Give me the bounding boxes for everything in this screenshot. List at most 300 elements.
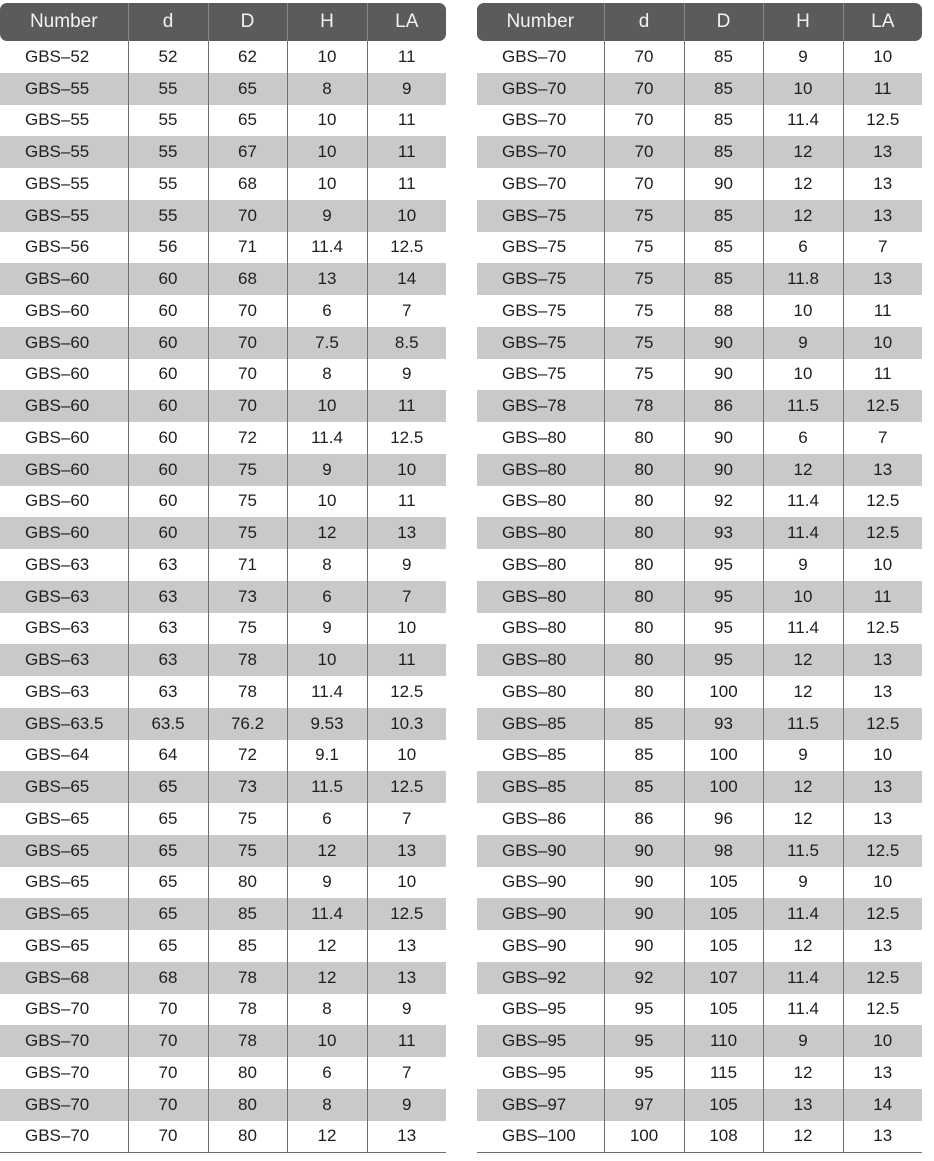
cell-d-inner: 64 [128, 740, 208, 772]
cell-h: 6 [287, 295, 367, 327]
cell-d-outer: 105 [684, 898, 763, 930]
cell-d-inner: 75 [604, 232, 684, 264]
cell-h: 12 [763, 644, 843, 676]
cell-la: 13 [367, 517, 446, 549]
cell-d-outer: 78 [208, 962, 287, 994]
cell-number: GBS–55 [25, 110, 90, 130]
table-row [0, 168, 446, 200]
table-row [0, 676, 446, 708]
cell-h: 10 [287, 136, 367, 168]
cell-d-inner: 65 [128, 803, 208, 835]
cell-d-outer: 90 [684, 422, 763, 454]
cell-number: GBS–86 [502, 808, 567, 828]
cell-h: 12 [763, 803, 843, 835]
table-row [0, 962, 446, 994]
header-d-inner: d [604, 3, 684, 41]
table-row [0, 930, 446, 962]
cell-d-inner: 90 [604, 930, 684, 962]
cell-h: 9 [763, 867, 843, 899]
cell-d-inner: 70 [604, 41, 684, 73]
cell-d-inner: 60 [128, 327, 208, 359]
cell-d-outer: 78 [208, 676, 287, 708]
cell-h: 6 [763, 422, 843, 454]
cell-d-inner: 70 [128, 1025, 208, 1057]
cell-number: GBS–52 [25, 46, 90, 66]
cell-la: 11 [367, 1025, 446, 1057]
cell-d-inner: 60 [128, 422, 208, 454]
cell-d-inner: 63 [128, 644, 208, 676]
cell-d-inner: 55 [128, 200, 208, 232]
cell-h: 6 [287, 581, 367, 613]
cell-h: 12 [763, 1121, 843, 1153]
cell-h: 11.5 [763, 708, 843, 740]
cell-h: 8 [287, 73, 367, 105]
cell-d-inner: 63 [128, 613, 208, 645]
table-header [0, 3, 446, 41]
cell-number: GBS–85 [502, 745, 567, 765]
cell-d-outer: 72 [208, 422, 287, 454]
table-row [477, 168, 922, 200]
cell-h: 8 [287, 359, 367, 391]
table-row [477, 422, 922, 454]
cell-d-outer: 107 [684, 962, 763, 994]
cell-la: 7 [843, 422, 922, 454]
cell-d-inner: 95 [604, 1025, 684, 1057]
cell-d-inner: 95 [604, 1057, 684, 1089]
cell-la: 11 [367, 41, 446, 73]
cell-number: GBS–70 [0, 1025, 128, 1057]
cell-h: 13 [287, 263, 367, 295]
cell-d-inner: 70 [604, 73, 684, 105]
cell-d-outer: 90 [684, 168, 763, 200]
cell-la: 9 [367, 1089, 446, 1121]
cell-h: 11.4 [287, 676, 367, 708]
cell-d-inner: 56 [128, 232, 208, 264]
cell-la: 10 [367, 200, 446, 232]
cell-la: 14 [843, 1089, 922, 1121]
cell-h: 10 [763, 295, 843, 327]
table-row [0, 200, 446, 232]
cell-la: 10 [843, 327, 922, 359]
cell-h: 10 [763, 73, 843, 105]
cell-number: GBS–95 [477, 1025, 604, 1057]
cell-la: 12.5 [843, 835, 922, 867]
header-d-inner: d [128, 3, 208, 41]
cell-h: 11.4 [763, 517, 843, 549]
cell-h: 12 [287, 962, 367, 994]
cell-h: 9 [763, 41, 843, 73]
table-row [477, 136, 922, 168]
table-row [477, 73, 922, 105]
cell-la: 7 [843, 232, 922, 264]
table-row [0, 803, 446, 835]
table-row [477, 105, 922, 137]
cell-d-outer: 85 [208, 898, 287, 930]
cell-d-inner: 75 [604, 359, 684, 391]
cell-d-inner: 100 [604, 1121, 684, 1153]
table-row [477, 1121, 922, 1153]
table-row [0, 1089, 446, 1121]
cell-number: GBS–70 [25, 1062, 90, 1082]
cell-h: 13 [763, 1089, 843, 1121]
table-row [0, 454, 446, 486]
cell-la: 7 [367, 581, 446, 613]
cell-h: 11.4 [763, 962, 843, 994]
table-row [477, 517, 922, 549]
cell-la: 13 [843, 771, 922, 803]
cell-h: 11.5 [287, 771, 367, 803]
cell-d-inner: 65 [128, 867, 208, 899]
table-row [477, 740, 922, 772]
cell-d-outer: 85 [684, 200, 763, 232]
cell-h: 12 [763, 168, 843, 200]
cell-d-outer: 110 [684, 1025, 763, 1057]
cell-la: 10 [367, 454, 446, 486]
cell-d-outer: 100 [684, 676, 763, 708]
cell-h: 12 [763, 454, 843, 486]
table-row [0, 1121, 446, 1153]
table-row [0, 581, 446, 613]
table-row [477, 390, 922, 422]
cell-d-outer: 95 [684, 549, 763, 581]
cell-d-inner: 55 [128, 136, 208, 168]
table-row [0, 105, 446, 137]
cell-d-outer: 70 [208, 295, 287, 327]
cell-number: GBS–75 [502, 237, 567, 257]
table-row [477, 1089, 922, 1121]
table-row [477, 359, 922, 391]
cell-d-outer: 75 [208, 486, 287, 518]
cell-number: GBS–63 [0, 581, 128, 613]
cell-number: GBS–70 [477, 73, 604, 105]
table-row [0, 327, 446, 359]
cell-la: 7 [367, 803, 446, 835]
cell-d-inner: 65 [128, 835, 208, 867]
table-row [477, 898, 922, 930]
cell-number: GBS–80 [502, 554, 567, 574]
cell-d-outer: 62 [208, 41, 287, 73]
cell-la: 13 [843, 1121, 922, 1153]
cell-d-inner: 95 [604, 994, 684, 1026]
cell-d-inner: 90 [604, 835, 684, 867]
cell-la: 12.5 [843, 486, 922, 518]
table-row [477, 803, 922, 835]
cell-h: 9.1 [287, 740, 367, 772]
cell-h: 8 [287, 1089, 367, 1121]
cell-la: 13 [843, 200, 922, 232]
cell-number: GBS–55 [0, 200, 128, 232]
header-h: H [287, 3, 367, 41]
table-row [477, 962, 922, 994]
cell-la: 13 [843, 454, 922, 486]
header-d-outer: D [208, 3, 287, 41]
cell-h: 10 [287, 41, 367, 73]
cell-la: 11 [843, 359, 922, 391]
cell-d-inner: 85 [604, 708, 684, 740]
cell-d-outer: 65 [208, 73, 287, 105]
cell-la: 10 [843, 1025, 922, 1057]
table-row [0, 740, 446, 772]
cell-number: GBS–65 [0, 771, 128, 803]
cell-number: GBS–60 [0, 517, 128, 549]
cell-h: 9 [287, 613, 367, 645]
cell-la: 13 [843, 168, 922, 200]
cell-h: 11.4 [763, 898, 843, 930]
cell-d-inner: 63 [128, 549, 208, 581]
cell-d-outer: 98 [684, 835, 763, 867]
cell-number: GBS–80 [502, 681, 567, 701]
header-row [0, 3, 446, 41]
table-row [477, 327, 922, 359]
cell-number: GBS–60 [25, 491, 90, 511]
cell-la: 11 [367, 136, 446, 168]
cell-d-outer: 105 [684, 994, 763, 1026]
table-row [477, 1025, 922, 1057]
cell-d-inner: 80 [604, 581, 684, 613]
cell-d-outer: 85 [684, 41, 763, 73]
cell-h: 12 [287, 517, 367, 549]
cell-d-outer: 70 [208, 200, 287, 232]
cell-d-inner: 52 [128, 41, 208, 73]
cell-la: 13 [843, 930, 922, 962]
table-row [477, 835, 922, 867]
cell-number: GBS–65 [25, 872, 90, 892]
cell-la: 12.5 [843, 962, 922, 994]
cell-h: 9 [763, 1025, 843, 1057]
table-row [0, 359, 446, 391]
cell-d-outer: 67 [208, 136, 287, 168]
table-row [477, 232, 922, 264]
cell-number: GBS–70 [0, 1121, 128, 1153]
cell-number: GBS–65 [0, 898, 128, 930]
cell-number: GBS–65 [25, 808, 90, 828]
cell-d-inner: 65 [128, 898, 208, 930]
table-row [477, 613, 922, 645]
cell-h: 9 [287, 200, 367, 232]
cell-number: GBS–55 [0, 136, 128, 168]
table-row [0, 613, 446, 645]
table-row [0, 232, 446, 264]
table-header [477, 3, 922, 41]
cell-h: 11.4 [763, 613, 843, 645]
cell-h: 8 [287, 994, 367, 1026]
cell-number: GBS–70 [502, 173, 567, 193]
cell-la: 12.5 [367, 676, 446, 708]
table-row [477, 295, 922, 327]
cell-la: 13 [843, 1057, 922, 1089]
cell-la: 12.5 [843, 105, 922, 137]
cell-la: 10 [367, 740, 446, 772]
cell-d-outer: 85 [208, 930, 287, 962]
table-row [0, 994, 446, 1026]
table-row [477, 263, 922, 295]
cell-la: 12.5 [367, 232, 446, 264]
cell-number: GBS–75 [477, 263, 604, 295]
cell-la: 14 [367, 263, 446, 295]
cell-d-inner: 80 [604, 422, 684, 454]
cell-number: GBS–70 [502, 46, 567, 66]
table-row [477, 41, 922, 73]
cell-h: 11.4 [287, 422, 367, 454]
cell-d-inner: 60 [128, 359, 208, 391]
table-row [0, 390, 446, 422]
cell-d-inner: 60 [128, 263, 208, 295]
cell-la: 10.3 [367, 708, 446, 740]
cell-d-outer: 75 [208, 454, 287, 486]
cell-d-inner: 70 [604, 168, 684, 200]
cell-d-outer: 80 [208, 1089, 287, 1121]
cell-d-inner: 70 [128, 1121, 208, 1153]
cell-d-outer: 75 [208, 803, 287, 835]
header-row [477, 3, 922, 41]
cell-h: 10 [287, 390, 367, 422]
cell-d-inner: 60 [128, 295, 208, 327]
cell-number: GBS–60 [25, 300, 90, 320]
cell-d-outer: 92 [684, 486, 763, 518]
cell-d-inner: 55 [128, 105, 208, 137]
cell-h: 9 [763, 549, 843, 581]
cell-d-outer: 105 [684, 1089, 763, 1121]
cell-la: 10 [843, 740, 922, 772]
cell-d-outer: 100 [684, 771, 763, 803]
cell-number: GBS–60 [0, 454, 128, 486]
cell-number: GBS–60 [0, 263, 128, 295]
cell-h: 12 [763, 200, 843, 232]
cell-h: 8 [287, 549, 367, 581]
cell-h: 9 [763, 740, 843, 772]
cell-number: GBS–75 [502, 300, 567, 320]
header-la: LA [843, 3, 922, 41]
cell-d-outer: 70 [208, 327, 287, 359]
cell-la: 11 [367, 168, 446, 200]
cell-number: GBS–97 [477, 1089, 604, 1121]
cell-d-inner: 90 [604, 898, 684, 930]
cell-d-inner: 70 [604, 105, 684, 137]
cell-h: 10 [287, 168, 367, 200]
cell-la: 11 [843, 295, 922, 327]
cell-h: 11.4 [763, 105, 843, 137]
cell-la: 13 [843, 676, 922, 708]
table-row [477, 644, 922, 676]
cell-d-outer: 71 [208, 232, 287, 264]
cell-h: 10 [287, 105, 367, 137]
cell-la: 10 [843, 41, 922, 73]
cell-h: 12 [763, 1057, 843, 1089]
table-row [0, 263, 446, 295]
header-number: Number [0, 3, 128, 41]
cell-d-inner: 80 [604, 613, 684, 645]
cell-number: GBS–95 [502, 1062, 567, 1082]
cell-number: GBS–56 [25, 237, 90, 257]
cell-la: 10 [843, 867, 922, 899]
cell-d-inner: 80 [604, 644, 684, 676]
cell-d-outer: 95 [684, 581, 763, 613]
cell-h: 11.5 [763, 390, 843, 422]
table-row [0, 549, 446, 581]
table-body [477, 41, 922, 1153]
cell-number: GBS–90 [477, 835, 604, 867]
cell-d-inner: 85 [604, 740, 684, 772]
cell-d-outer: 78 [208, 644, 287, 676]
table-row [477, 581, 922, 613]
table-row [0, 136, 446, 168]
cell-h: 11.4 [763, 994, 843, 1026]
cell-d-outer: 78 [208, 994, 287, 1026]
cell-la: 11 [367, 105, 446, 137]
table-row [477, 867, 922, 899]
cell-d-outer: 80 [208, 867, 287, 899]
cell-la: 11 [843, 73, 922, 105]
table-row [0, 898, 446, 930]
cell-number: GBS–80 [477, 581, 604, 613]
cell-d-inner: 70 [128, 994, 208, 1026]
cell-d-outer: 75 [208, 613, 287, 645]
spec-table-right [477, 3, 922, 1153]
cell-h: 11.4 [763, 486, 843, 518]
spec-table-left [0, 3, 446, 1153]
cell-d-inner: 63 [128, 581, 208, 613]
cell-number: GBS–80 [477, 517, 604, 549]
table-row [0, 517, 446, 549]
table-row [477, 708, 922, 740]
cell-la: 10 [843, 549, 922, 581]
cell-d-inner: 90 [604, 867, 684, 899]
cell-d-inner: 92 [604, 962, 684, 994]
cell-number: GBS–80 [477, 644, 604, 676]
cell-d-outer: 73 [208, 581, 287, 613]
cell-la: 12.5 [843, 994, 922, 1026]
cell-d-outer: 108 [684, 1121, 763, 1153]
cell-h: 12 [287, 835, 367, 867]
cell-h: 12 [763, 136, 843, 168]
table-row [0, 1057, 446, 1089]
cell-number: GBS–95 [502, 999, 567, 1019]
cell-d-inner: 70 [128, 1089, 208, 1121]
cell-h: 12 [763, 771, 843, 803]
table-row [0, 295, 446, 327]
table-row [477, 1057, 922, 1089]
cell-number: GBS–55 [25, 173, 90, 193]
cell-h: 12 [287, 1121, 367, 1153]
cell-d-outer: 70 [208, 390, 287, 422]
cell-number: GBS–60 [0, 390, 128, 422]
cell-number: GBS–63 [25, 554, 90, 574]
cell-d-inner: 68 [128, 962, 208, 994]
table-row [477, 200, 922, 232]
cell-h: 12 [763, 676, 843, 708]
cell-number: GBS–75 [502, 364, 567, 384]
cell-number: GBS–90 [477, 898, 604, 930]
cell-d-inner: 80 [604, 454, 684, 486]
table-row [477, 930, 922, 962]
cell-d-inner: 80 [604, 486, 684, 518]
cell-number: GBS–85 [477, 708, 604, 740]
table-row [0, 835, 446, 867]
cell-h: 10 [287, 644, 367, 676]
cell-d-inner: 55 [128, 168, 208, 200]
cell-d-inner: 75 [604, 295, 684, 327]
cell-la: 11 [367, 390, 446, 422]
cell-h: 11.4 [287, 898, 367, 930]
cell-d-inner: 80 [604, 549, 684, 581]
cell-d-outer: 70 [208, 359, 287, 391]
cell-h: 10 [763, 581, 843, 613]
cell-d-outer: 80 [208, 1121, 287, 1153]
cell-d-outer: 95 [684, 613, 763, 645]
cell-number: GBS–78 [477, 390, 604, 422]
cell-number: GBS–64 [25, 745, 90, 765]
cell-d-outer: 75 [208, 517, 287, 549]
